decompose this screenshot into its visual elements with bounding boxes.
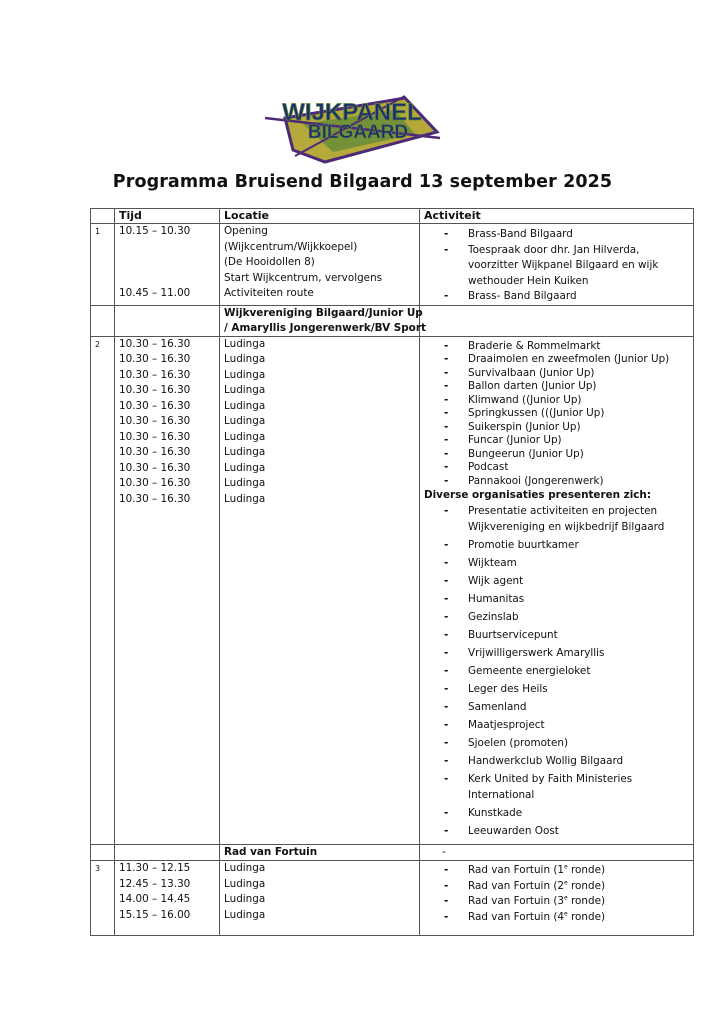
table-row-1 xyxy=(91,224,694,306)
row-number: 1 xyxy=(91,224,115,306)
page-title: Programma Bruisend Bilgaard 13 september 2025 xyxy=(112,172,613,192)
section-label xyxy=(220,305,426,336)
section-row-rad-van-fortuin xyxy=(91,844,694,861)
locatie-line: Ludinga xyxy=(224,337,266,350)
tijd-line: 10.30 – 16.30 xyxy=(119,477,191,489)
tijd-line: 14.00 – 14.45 xyxy=(119,893,191,905)
section-dash: - xyxy=(420,844,694,861)
activity-item: - Brass- Band Bilgaard xyxy=(444,289,693,305)
row-number: 2 xyxy=(91,336,115,844)
locatie-line: Ludinga xyxy=(224,399,266,412)
locatie-line: Start Wijkcentrum, vervolgens xyxy=(224,271,383,284)
locatie-line: Opening xyxy=(224,225,268,237)
tijd-line: 10.30 – 16.30 xyxy=(119,337,191,350)
activity-item: - Funcar (Junior Up) xyxy=(444,434,693,448)
activity-item: - Samenland xyxy=(444,700,693,716)
activity-item: - Bungeerun (Junior Up) xyxy=(444,448,693,462)
activity-item: - Springkussen (((Junior Up) xyxy=(444,407,693,421)
activity-item: - Rad van Fortuin (2e ronde) xyxy=(444,879,693,895)
activity-continuation: wethouder Hein Kuiken xyxy=(468,274,589,287)
activiteit-cell xyxy=(420,224,694,306)
tijd-cell xyxy=(115,336,220,844)
locatie-line: Ludinga xyxy=(224,353,266,365)
activity-item: - Leger des Heils xyxy=(444,682,693,698)
header-activiteit: Activiteit xyxy=(420,209,694,224)
tijd-line: 10.30 – 16.30 xyxy=(119,353,191,365)
tijd-line: 12.45 – 13.30 xyxy=(119,877,191,890)
tijd-line: 10.30 – 16.30 xyxy=(119,430,191,443)
table-row-2 xyxy=(91,336,694,844)
section-label: Rad van Fortuin xyxy=(220,844,420,861)
activity-item: - Rad van Fortuin (3e ronde) xyxy=(444,894,693,910)
row-number: 3 xyxy=(91,861,115,936)
tijd-line: 10.30 – 16.30 xyxy=(119,492,191,505)
activity-item: - Survivalbaan (Junior Up) xyxy=(444,367,693,381)
tijd-cell xyxy=(115,861,220,936)
program-table xyxy=(90,208,694,936)
locatie-line: Ludinga xyxy=(224,461,266,474)
activity-item: - Draaimolen en zweefmolen (Junior Up) xyxy=(444,353,693,367)
locatie-line: Ludinga xyxy=(224,446,266,458)
activity-item: - Pannakooi (Jongerenwerk) xyxy=(444,475,693,489)
locatie-line: Ludinga xyxy=(224,862,266,874)
tijd-line: 15.15 – 16.00 xyxy=(119,908,191,921)
tijd-line: 10.15 – 10.30 xyxy=(119,225,191,237)
section-row-wijkvereniging xyxy=(91,305,694,336)
locatie-line: Ludinga xyxy=(224,893,266,905)
activity-item: - Rad van Fortuin (4e ronde) xyxy=(444,910,693,926)
tijd-line: 10.30 – 16.30 xyxy=(119,415,191,427)
activity-item: - Leeuwarden Oost xyxy=(444,824,693,840)
activity-continuation: voorzitter Wijkpanel Bilgaard en wijk xyxy=(468,259,659,271)
activity-continuation: International xyxy=(468,788,535,801)
tijd-line xyxy=(119,271,219,287)
activity-item: - Promotie buurtkamer xyxy=(444,538,693,554)
header-num xyxy=(91,209,115,224)
section-line: Wijkvereniging Bilgaard/Junior Up xyxy=(224,306,423,319)
activity-item: - Klimwand ((Junior Up) xyxy=(444,394,693,408)
activity-item: - Brass-Band Bilgaard xyxy=(444,227,693,243)
tijd-line: 10.30 – 16.30 xyxy=(119,446,191,458)
tijd-line: 10.45 – 11.00 xyxy=(119,287,191,299)
tijd-cell xyxy=(115,224,220,306)
locatie-cell xyxy=(220,336,420,844)
locatie-line: Ludinga xyxy=(224,908,266,921)
table-header-row xyxy=(91,209,694,224)
wijkpanel-bilgaard-logo xyxy=(255,90,450,165)
organisaties-heading: Diverse organisaties presenteren zich: xyxy=(424,489,651,501)
tijd-line: 11.30 – 12.15 xyxy=(119,862,191,874)
activity-item: - Wijkteam xyxy=(444,556,693,572)
activity-item: - Buurtservicepunt xyxy=(444,628,693,644)
activity-item: - Rad van Fortuin (1e ronde) xyxy=(444,863,693,879)
activity-item: - Podcast xyxy=(444,461,693,475)
activity-item: - Humanitas xyxy=(444,592,693,608)
tijd-line: 10.30 – 16.30 xyxy=(119,461,191,474)
tijd-line xyxy=(119,240,219,256)
locatie-line: Ludinga xyxy=(224,430,266,443)
locatie-cell xyxy=(220,861,420,936)
activity-item: - Presentatie activiteiten en projecten xyxy=(444,504,693,520)
activiteit-cell xyxy=(420,336,694,844)
activity-item: - Wijk agent xyxy=(444,574,693,590)
activity-item: - Ballon darten (Junior Up) xyxy=(444,380,693,394)
activity-item: - Braderie & Rommelmarkt xyxy=(444,340,693,354)
header-tijd: Tijd xyxy=(115,209,220,224)
activity-item: - Kerk United by Faith Ministeries xyxy=(444,772,693,788)
activity-item: - Handwerkclub Wollig Bilgaard xyxy=(444,754,693,770)
section-line: / Amaryllis Jongerenwerk/BV Sport xyxy=(224,321,426,334)
activity-item: - Vrijwilligerswerk Amaryllis xyxy=(444,646,693,662)
activity-item: - Gezinslab xyxy=(444,610,693,626)
tijd-line: 10.30 – 16.30 xyxy=(119,384,191,396)
header-locatie: Locatie xyxy=(220,209,420,224)
activity-item: - Toespraak door dhr. Jan Hilverda, xyxy=(444,243,693,259)
locatie-cell xyxy=(220,224,420,306)
locatie-line: Ludinga xyxy=(224,415,266,427)
activity-item: - Maatjesproject xyxy=(444,718,693,734)
locatie-line: Ludinga xyxy=(224,477,266,489)
tijd-line: 10.30 – 16.30 xyxy=(119,399,191,412)
activity-item: - Sjoelen (promoten) xyxy=(444,736,693,752)
locatie-line: Ludinga xyxy=(224,368,266,381)
table-row-3 xyxy=(91,861,694,936)
locatie-line: (Wijkcentrum/Wijkkoepel) xyxy=(224,240,358,253)
locatie-line: Activiteiten route xyxy=(224,287,314,299)
locatie-line: (De Hooidollen 8) xyxy=(224,256,315,268)
locatie-line: Ludinga xyxy=(224,492,266,505)
activiteit-cell xyxy=(420,861,694,936)
tijd-line: 10.30 – 16.30 xyxy=(119,368,191,381)
locatie-line: Ludinga xyxy=(224,877,266,890)
svg-text:BILGAARD: BILGAARD xyxy=(307,122,409,143)
activity-continuation: Wijkvereniging en wijkbedrijf Bilgaard xyxy=(468,520,665,533)
svg-text:WIJKPANEL: WIJKPANEL xyxy=(282,99,422,126)
activity-item: - Gemeente energieloket xyxy=(444,664,693,680)
locatie-line: Ludinga xyxy=(224,384,266,396)
activity-item: - Kunstkade xyxy=(444,806,693,822)
tijd-line xyxy=(119,255,219,271)
activity-item: - Suikerspin (Junior Up) xyxy=(444,421,693,435)
